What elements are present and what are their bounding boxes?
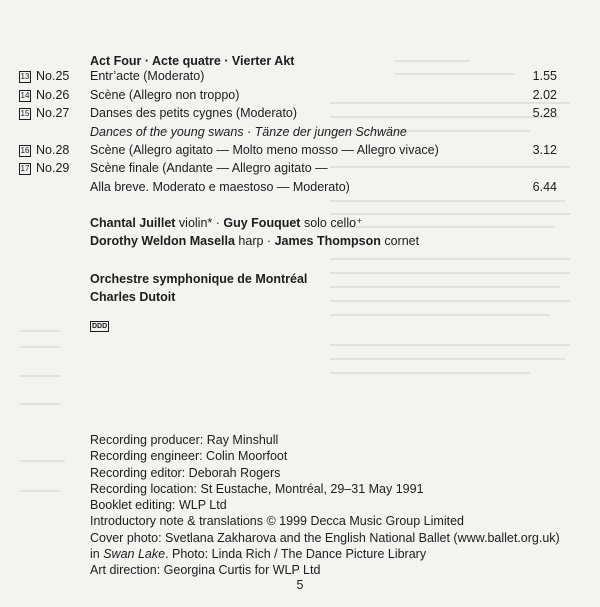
credit-text: . Photo: Linda Rich / The Dance Picture Library [165, 547, 427, 562]
ddd-badge: DDD [92, 323, 108, 330]
credit-line: Recording engineer: Colin Moorfoot [90, 449, 288, 464]
performer-role: solo cello⁺ [303, 216, 363, 230]
movement-number: No.26 [36, 88, 70, 102]
performer-name: James Thompson [274, 234, 381, 248]
track-row [19, 88, 567, 105]
track-row [19, 161, 567, 178]
credit-line: Recording producer: Ray Minshull [90, 433, 279, 447]
separator: · [212, 216, 224, 230]
credit-text: in [90, 547, 104, 562]
movement-number: No.25 [36, 69, 70, 83]
performer-line [90, 232, 419, 250]
credit-line: Cover photo: Svetlana Zakharova and the English National Ballet (www.ballet.org.uk) [90, 530, 560, 545]
performer-role: violin* [178, 216, 213, 230]
track-number-box: 13 [20, 72, 30, 81]
movement-number: No.28 [36, 143, 70, 157]
performers [90, 214, 419, 250]
movement-title-continued: Alla breve. Moderato e maestoso — Moderato) [90, 180, 350, 194]
track-number-box: 17 [20, 164, 30, 173]
movement-number: No.27 [36, 106, 70, 120]
track-row [19, 106, 567, 123]
performer-name: Chantal Juillet [90, 216, 176, 230]
movement-title: Entr’acte (Moderato) [90, 69, 205, 83]
duration: 2.02 [532, 88, 557, 102]
credit-line: Booklet editing: WLP Ltd [90, 498, 227, 513]
movement-title: Scène (Allegro non troppo) [90, 88, 240, 102]
separator: · [263, 234, 275, 248]
credit-line: Recording location: St Eustache, Montréal, 29–31 May 1991 [90, 481, 424, 496]
performer-role: cornet [384, 234, 420, 248]
duration: 1.55 [532, 69, 557, 83]
credit-line: Recording editor: Deborah Rogers [90, 465, 281, 480]
track-continuation-row [19, 180, 567, 197]
performer-line [90, 214, 419, 232]
movement-title: Scène (Allegro agitato — Molto meno mosso — Allegro vivace) [90, 143, 439, 157]
performer-name: Guy Fouquet [223, 216, 301, 230]
credit-line [90, 546, 560, 562]
movement-subtitle: Dances of the young swans · Tänze der jungen Schwäne [90, 125, 407, 139]
track-number-box: 15 [20, 109, 30, 118]
orchestra-name: Orchestre symphonique de Montréal [90, 272, 308, 286]
credit-line: Introductory note & translations © 1999 Decca Music Group Limited [90, 514, 464, 529]
track-row [19, 69, 567, 86]
duration: 3.12 [532, 143, 557, 157]
page-number: 5 [296, 578, 304, 592]
movement-title: Scène finale (Andante — Allegro agitato — [90, 161, 328, 175]
track-row [19, 143, 567, 160]
performer-name: Dorothy Weldon Masella [90, 234, 235, 248]
ballet-title: Swan Lake [103, 547, 166, 562]
credits-block [90, 432, 560, 579]
duration: 6.44 [532, 180, 557, 194]
movement-number: No.29 [36, 161, 70, 175]
track-subtitle-row [19, 125, 567, 142]
duration: 5.28 [532, 106, 557, 120]
act-title: Act Four · Acte quatre · Vierter Akt [90, 54, 295, 68]
ensemble-block [90, 270, 307, 306]
performer-role: harp [238, 234, 264, 248]
track-number-box: 14 [20, 91, 30, 100]
credit-line: Art direction: Georgina Curtis for WLP Ltd [90, 563, 321, 578]
conductor-name: Charles Dutoit [90, 290, 176, 304]
movement-title: Danses des petits cygnes (Moderato) [90, 106, 298, 120]
track-number-box: 16 [20, 146, 30, 155]
